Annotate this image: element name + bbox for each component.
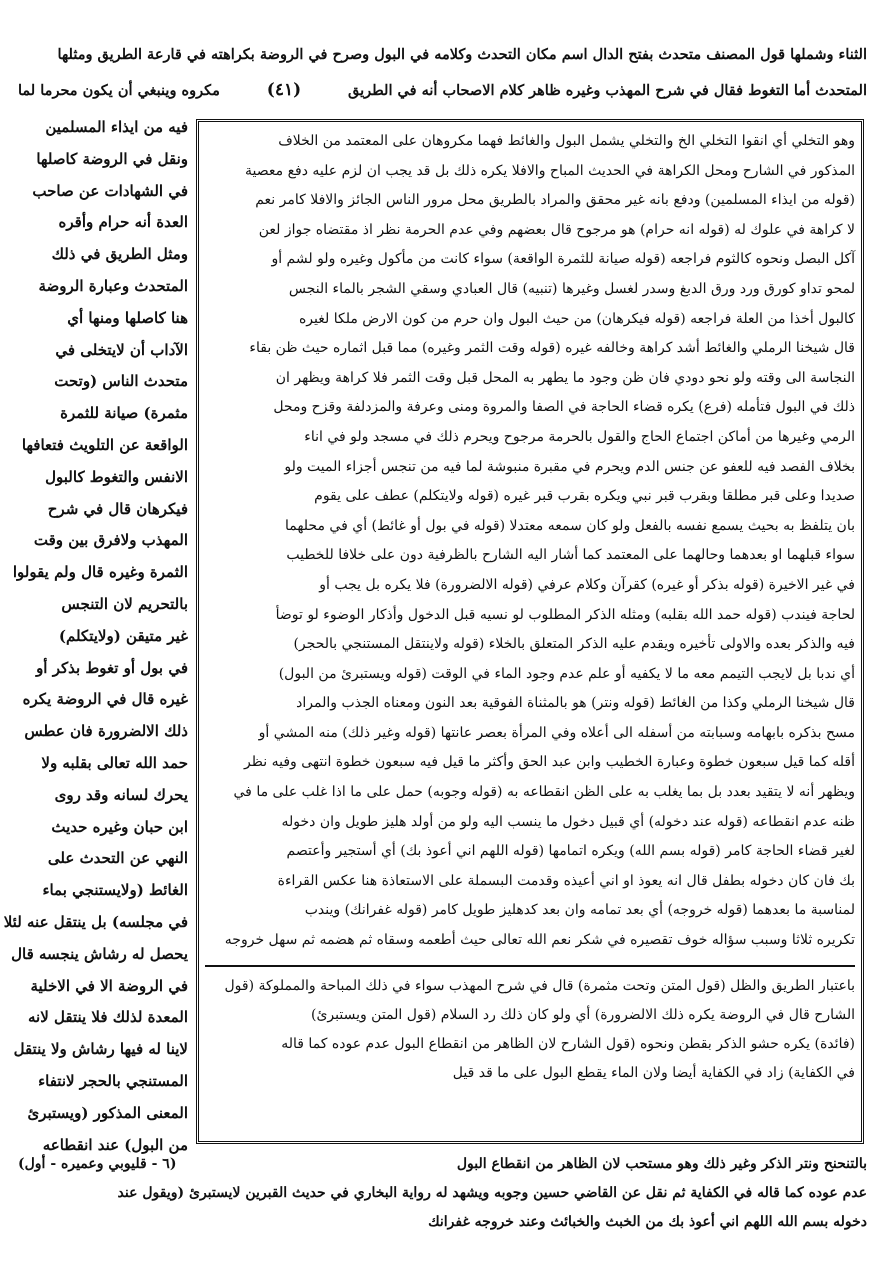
footnote-line: في الكفاية) زاد في الكفاية أيضا ولان الماء يقطع البول على ما قد قيل: [452, 1065, 855, 1081]
margin-line: بالتحريم لان التنجس: [61, 594, 188, 613]
page-number: (٤١): [266, 80, 302, 100]
margin-line: الانفس والتغوط كالبول: [45, 467, 188, 486]
margin-line: مثمرة) صيانة للثمرة: [60, 404, 188, 423]
margin-line: فيكرهان قال في شرح: [47, 499, 188, 518]
margin-line: ذلك الالضرورة فان عطس: [24, 722, 188, 741]
bottom-text: بالتنحنح ونتر الذكر وغير ذلك وهو مستحب لان الظاهر من انقطاع البول: [456, 1156, 867, 1172]
margin-line: المهذب ولافرق بين وقت: [33, 531, 188, 550]
text-line: لحاجة فيندب (قوله حمد الله بقلبه) ومثله الذكر المطلوب لو نسيه قبل الدخول وأذكار الوضوء لو توضأ: [275, 606, 855, 623]
margin-line: غير متيقن (ولايتكلم): [58, 626, 188, 645]
margin-line: يحرك لسانه وقد روى: [54, 785, 188, 804]
margin-line: ونقل في الروضة كاصلها: [36, 149, 188, 168]
header-text-left: مكروه وينبغي أن يكون محرما لما: [18, 81, 220, 99]
margin-line: فيه من ايذاء المسلمين: [45, 118, 188, 136]
text-line: (قوله من ايذاء المسلمين) ودفع بانه غير محقق والمراد بالطريق محل مرور الناس الجائز والافلا كامر نعم: [255, 192, 855, 209]
margin-line: ابن حبان وغيره حديث: [51, 817, 188, 836]
margin-line: في مجلسه) بل ينتقل عنه لئلا: [3, 912, 188, 931]
text-line: آكل البصل ونحوه كالثوم فراجعه (قوله صيانة للثمرة الواقعة) سواء كانت من مأكول وغيره ولو لشم أو: [271, 251, 855, 268]
text-line: تكريره ثلاثا وسبب سؤاله خوف تقصيره في شكر نعم الله تعالى حيث أطعمه وسقاه ثم هضمه ثم سهل خروجه: [224, 932, 855, 949]
text-line: فيه والذكر بعده والاولى تأخيره ويقدم عليه الذكر المتعلق بالخلاء (قوله ولاينتقل المستنجي بالحجر): [293, 636, 855, 653]
text-line: النجاسة الى وقته ولو نحو دودي فان ظن وجود ما يطهر به المحل قبل وقت الثمر فلا كراهة ويظهر ان: [275, 369, 855, 386]
running-header-line-1: الثناء وشملها قول المصنف متحدث بفتح الدال اسم مكان التحدث وكلامه في البول وصرح في الروضة بكراهته في قارعة الطريق ومثلها: [57, 46, 867, 63]
margin-line: في الروضة الا في الاخلية: [30, 976, 188, 995]
margin-line: ومثل الطريق في ذلك: [51, 245, 188, 264]
section-divider: [205, 965, 855, 967]
margin-line: من البول) عند انقطاعه: [42, 1135, 188, 1154]
margin-commentary-column: [3, 112, 188, 1154]
text-line: مسح بذكره بابهامه وسبابته من أسفله الى أعلاه وفي المرأة بعصر عانتها (قوله وغير ذلك) منه المشي أو: [258, 724, 855, 741]
text-line: كالبول أخذا من العلة فراجعه (قوله فيكرهان) من حيث البول وان حرم من كون الارض ملكا لغيره: [298, 310, 855, 327]
margin-line: هنا كاصلها ومنها أي: [67, 308, 188, 327]
margin-line: المعدة لذلك فلا ينتقل لانه: [28, 1008, 188, 1027]
main-commentary-text: [205, 127, 855, 967]
header-text-right: المتحدث أما التغوط فقال في شرح المهذب وغيره ظاهر كلام الاصحاب أنه في الطريق: [348, 81, 867, 99]
margin-line: حمد الله تعالى بقلبه ولا: [41, 753, 188, 772]
bottom-line-1: [18, 1150, 867, 1179]
margin-line: لاينا له فيها رشاش ولا ينتقل: [13, 1040, 188, 1059]
text-line: قال شيخنا الرملي وكذا من الغائط (قوله ونتر) هو بالمثناة الفوقية بعد النون ومعناه الجذب والمراد: [296, 695, 855, 712]
signature-mark: (٦ - قليوبي وعميره - أول): [18, 1156, 177, 1172]
text-line: صديدا وعلى قبر مطلقا وبقرب قبر نبي ويكره بقرب قبر غيره (قوله ولايتكلم) عطف على يقوم: [314, 488, 855, 505]
text-line: ويظهر أنه لا يتقيد بعدد بل بما يغلب به على الظن انقطاعه به (قوله وجوبه) حمل على ما اذا غلب على ما في: [233, 784, 855, 801]
footnote-line: (فائدة) يكره حشو الذكر بقطن ونحوه (قول الشارح لان الظاهر من انقطاع البول عدم عوده كما قاله: [281, 1036, 855, 1052]
margin-line: النهي عن التحدث على: [47, 849, 188, 868]
margin-line: الغائط (ولايستنجي بماء: [42, 881, 188, 900]
margin-line: المتحدث وعبارة الروضة: [38, 276, 188, 295]
text-line: الرمي وغيرها من أماكن اجتماع الحاج والقول بالحرمة مرجوح ويحرم ذلك في مسجد ولو في اناء: [304, 428, 855, 445]
footnote-line: الشارح قال في الروضة يكره ذلك الالضرورة) أي ولو كان ذلك رد السلام (قول المتن ويستبرئ): [310, 1007, 855, 1023]
margin-line: العدة أنه حرام وأقره: [58, 213, 188, 232]
text-line: ظنه عدم انقطاعه (قوله عند دخوله) أي قبيل دخول ما ينسب اليه ولو من أولد هليز طويل وان دخوله: [281, 813, 855, 830]
text-line: لا كراهة في علوك له (قوله انه حرام) هو مرجوح قال بعضهم وفي عدم الحرمة نظر اذ مقتضاه جواز لعن: [258, 221, 855, 238]
text-line: لمناسبة ما بعدهما (قوله خروجه) أي بعد تمامه وان بعد كدهليز طويل كامر (قوله غفرانك) ويندب: [304, 902, 855, 919]
footnote-line: باعتبار الطريق والظل (قول المتن وتحت مثمرة) قال في شرح المهذب سواء في ذلك المباحة والمملوكة (قول: [224, 978, 855, 994]
margin-line: في بول أو تغوط بذكر أو: [36, 658, 188, 677]
margin-line: يحصل له رشاش ينجسه قال: [11, 944, 188, 963]
margin-line: المستنجي بالحجر لانتفاء: [38, 1071, 188, 1090]
text-line: قال شيخنا الرملي والغائط أشد كراهة وخالفه غيره (قوله وقت الثمر وغيره) مما قبل اثماره حيث ظن بقاء: [249, 340, 855, 357]
bottom-line-3: دخوله بسم الله اللهم اني أعوذ بك من الخبث والخبائث وعند خروجه غفرانك: [428, 1214, 867, 1230]
margin-line: في الشهادات عن صاحب: [32, 181, 188, 200]
text-line: ذلك في البول فتأمله (فرع) يكره قضاء الحاجة في الصفا والمروة ومنى وعرفة والمزدلفة وقزح ومحل: [273, 399, 855, 416]
running-header-line-2: [18, 80, 867, 100]
text-line: لمحو تداو كورق ورد ورق الدبغ وسدر لغسل وغيرها (تنبيه) قال العبادي وسقي الشجر بالماء النجس: [288, 280, 855, 297]
margin-line: متحدث الناس (وتحت: [54, 372, 188, 391]
text-line: بخلاف الفصد فيه للعفو عن جنس الدم ويحرم في مقبرة منبوشة لما فيه من تنجس أجزاء الميت ولو: [284, 458, 855, 475]
margin-line: الآداب أن لايتخلى في: [55, 340, 188, 359]
text-line: أي ندبا بل لايجب التيمم معه ما لا يكفيه أو علم عدم وجود الماء في الوقت (قوله ويستبرئ من البول): [278, 665, 855, 682]
bottom-line-2: عدم عوده كما قاله في الكفاية ثم نقل عن القاضي حسين وجوبه ويشهد له رواية البخاري في حديث القبرين لايستبرئ (ويقول عند: [117, 1185, 867, 1201]
text-line: المذكور في الشارح ومحل الكراهة في الحديث المباح والافلا يكره ذلك بل قد يجب ان لزم عليه دفع معصية: [245, 162, 855, 179]
text-line: بك فان كان دخوله بطفل قال انه يعوذ او اني أعيذه وقدمت البسملة على الاستعاذة هنا عكس القراءة: [277, 872, 855, 889]
text-line: أقله كما قيل سبعون خطوة وعبارة الخطيب وابن عبد الحق وأكثر ما قيل فيه سبعون خطوة انتهى وفيه نظر: [244, 754, 855, 771]
margin-line: الواقعة عن التلويث فتعافها: [21, 435, 188, 454]
text-line: لغير قضاء الحاجة كامر (قوله بسم الله) ويكره اتمامها (قوله اللهم اني أعوذ بك) أي أستجير وأعتصم: [286, 843, 855, 860]
footnote-commentary: [205, 972, 855, 1137]
margin-line: الثمرة وغيره قال ولم يقولوا: [12, 563, 188, 582]
text-line: في غير الاخيرة (قوله بذكر أو غيره) كقرآن وكلام عرفي (قوله الالضرورة) فلا يكره بل يجب أو: [319, 576, 855, 593]
margin-line: المعنى المذكور (ويستبرئ: [27, 1103, 188, 1122]
text-line: وهو التخلي أي انقوا التخلي الخ والتخلي يشمل البول والغائط فهما مكروهان على المعتمد من الخلاف: [278, 133, 855, 149]
bottom-continuation: [18, 1150, 867, 1237]
text-line: سواء قبلهما او بعدهما وحالهما على المعتمد كما أشار اليه الشارح بالظرفية دون على خلافا للخطيب: [286, 547, 855, 564]
margin-line: غيره قال في الروضة يكره: [22, 690, 188, 709]
text-line: بان يتلفظ به بحيث يسمع نفسه بالفعل ولو كان سمعه معتدلا (قوله في بول أو غائط) أي في محلهما: [284, 517, 855, 534]
